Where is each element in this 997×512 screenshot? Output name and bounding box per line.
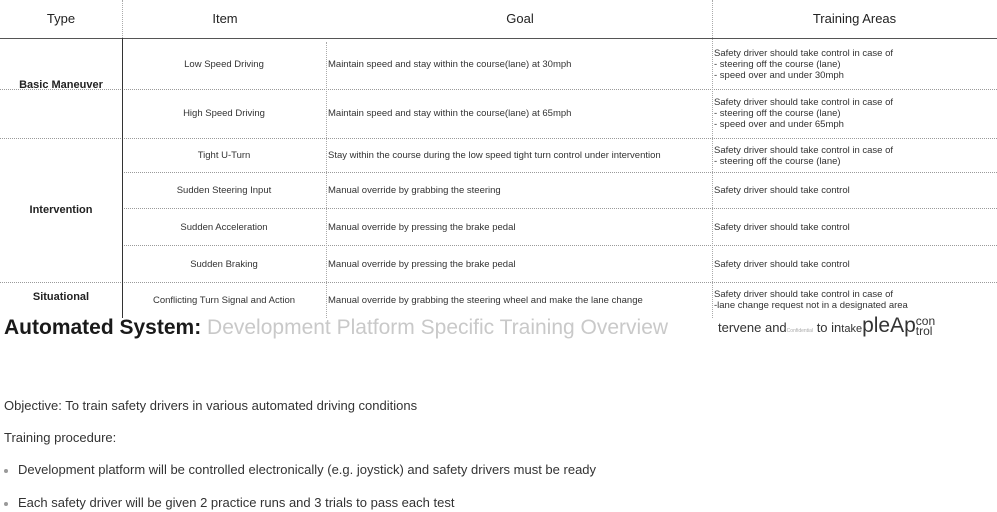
header-goal: Goal (506, 11, 534, 26)
table-row (122, 40, 997, 88)
area-line: - speed over and under 30mph (714, 69, 844, 81)
bullet-icon (4, 469, 8, 473)
bullet-text: Development platform will be controlled electronically (e.g. joystick) and safety drivers must be ready (18, 462, 597, 477)
list-item (4, 462, 596, 477)
table-row (122, 90, 997, 137)
area-line: - steering off the course (lane) (714, 58, 841, 70)
slide-title-bold: Automated System: (4, 316, 202, 339)
procedure-label: Training procedure: (4, 430, 117, 445)
table-row (122, 139, 997, 172)
area-line: Safety driver should take control in case of (714, 144, 894, 156)
area-line: -lane change request not in a designated area (714, 300, 908, 311)
area-line: - steering off the course (lane) (714, 155, 841, 167)
objective (4, 398, 417, 413)
cell-item: Sudden Braking (190, 258, 258, 270)
cell-training-areas (714, 139, 997, 172)
cell-goal: Manual override by pressing the brake pedal (328, 221, 516, 233)
header-training-areas: Training Areas (812, 11, 897, 26)
cell-goal: Manual override by pressing the brake pedal (328, 258, 516, 270)
cell-item: Conflicting Turn Signal and Action (152, 294, 296, 306)
overlay-fragment: take (841, 323, 863, 335)
overlay-fragment: trol (915, 324, 933, 338)
procedure-label-text: Training procedure (4, 430, 113, 445)
overlay-fragment: con (915, 314, 936, 328)
column-divider (122, 0, 123, 38)
header-item: Item (212, 11, 238, 26)
bullet-text: Each safety driver will be given 2 practice runs and 3 trials to pass each test (18, 495, 455, 510)
cell-training-areas (714, 283, 997, 317)
cell-item: Sudden Acceleration (180, 221, 268, 233)
type-intervention: Intervention (29, 204, 93, 216)
objective-label: Objective (4, 398, 59, 413)
bullet-icon (4, 502, 8, 506)
slide-title-light: Development Platform Specific Training Overview (201, 316, 669, 339)
header-divider (0, 38, 997, 39)
overlay-fragment: pleAp (862, 314, 916, 337)
cell-goal: Maintain speed and stay within the course(lane) at 65mph (328, 108, 572, 119)
confidential-mark: Confidential (786, 328, 814, 334)
cell-goal: Maintain speed and stay within the course(lane) at 30mph (328, 58, 572, 70)
table-row (122, 173, 997, 208)
area-line: - steering off the course (lane) (714, 108, 841, 119)
area-line: Safety driver should take control in case of (714, 97, 894, 108)
overlay-fragment: to in (813, 320, 842, 335)
cell-goal: Manual override by grabbing the steering wheel and make the lane change (328, 294, 643, 306)
overlay-text (718, 314, 935, 338)
cell-goal: Manual override by grabbing the steering (328, 185, 501, 196)
cell-training-areas: Safety driver should take control (714, 185, 850, 196)
table-row (122, 209, 997, 245)
header-type: Type (46, 11, 76, 26)
area-line: Safety driver should take control in case of (714, 289, 894, 300)
area-line: - speed over and under 65mph (714, 119, 844, 130)
area-line: Safety driver should take control in case of (714, 47, 894, 59)
cell-item: Sudden Steering Input (176, 185, 272, 196)
list-item (4, 495, 454, 510)
cell-goal: Stay within the course during the low speed tight turn control under intervention (328, 150, 661, 161)
overlay-fragment: tervene and (718, 320, 787, 335)
overlay-fragment-stack (916, 316, 935, 336)
table-row (122, 246, 997, 282)
type-basic-maneuver: Basic Maneuver (19, 79, 103, 91)
cell-training-areas (714, 90, 997, 137)
cell-training-areas: Safety driver should take control (714, 258, 850, 270)
objective-text: : To train safety drivers in various automated driving conditions (58, 398, 418, 413)
cell-item: High Speed Driving (183, 108, 265, 119)
cell-item: Low Speed Driving (184, 58, 264, 70)
cell-item: Tight U-Turn (197, 150, 251, 161)
slide-title (4, 316, 668, 340)
table-row (122, 283, 997, 317)
cell-training-areas: Safety driver should take control (714, 221, 850, 233)
type-situational: Situational (32, 291, 90, 303)
cell-training-areas (714, 40, 997, 88)
